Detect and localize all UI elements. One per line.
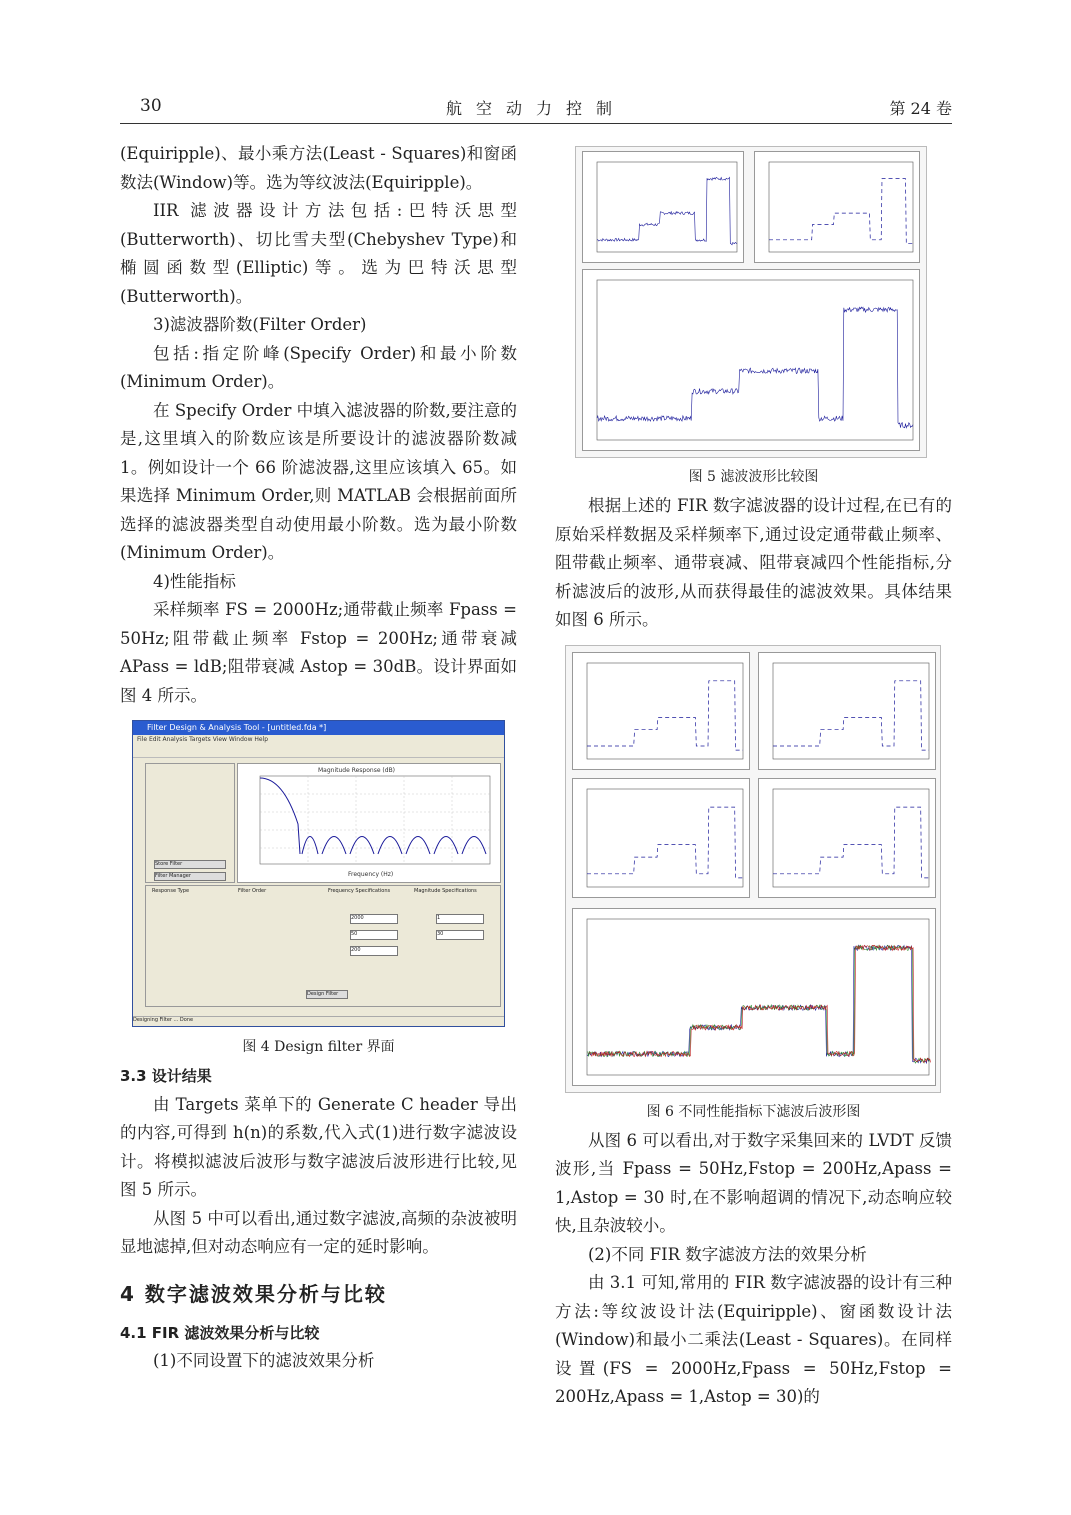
fig6-plot-4: [758, 778, 936, 898]
store-filter-button[interactable]: Store Filter: [154, 860, 226, 869]
fdatool-window: [132, 720, 505, 1027]
current-filter-pane: [145, 763, 235, 883]
paragraph: (1)不同设置下的滤波效果分析: [153, 1351, 375, 1370]
section-4: 4 数字滤波效果分析与比较: [120, 1281, 387, 1306]
paragraph: 采样频率 FS = 2000Hz;通带截止频率 Fpass = 50Hz;阻带截止频率 Fstop = 200Hz;通带衰减 APass = ldB;阻带衰减 Astop = 30dB。设计界面如图 4 所示。: [120, 600, 517, 705]
paragraph: 在 Specify Order 中填入滤波器的阶数,要注意的是,这里填入的阶数应该是所要设计的滤波器阶数减 1。例如设计一个 66 阶滤波器,这里应该填入 65。如果选择 Minimum Order,则 MATLAB 会根据前面所选择的滤波器类型自动使用最小阶数。选为最小阶数(Minimum Order)。: [120, 400, 517, 562]
figure-4-caption: 图 4 Design filter 界面: [242, 1039, 395, 1055]
fig6-plot-2: [758, 652, 936, 770]
journal-title: 航空动力控制: [445, 99, 626, 118]
magnitude-plot-pane: [237, 763, 501, 883]
mag-specs-label: Magnitude Specifications: [414, 888, 477, 894]
figure-5: [575, 146, 927, 458]
fig5-plot-top-left: [582, 151, 744, 263]
waveform-trace: [589, 945, 931, 1062]
header-rule: [120, 123, 952, 124]
magnitude-plot: [238, 764, 500, 882]
filter-manager-button[interactable]: Filter Manager: [154, 872, 226, 881]
magnitude-title: Magnitude Response (dB): [318, 767, 396, 774]
waveform-trace: [587, 807, 743, 878]
paragraph: 从图 5 中可以看出,通过数字滤波,高频的杂波被明显地滤掉,但对动态响应有一定的延时影响。: [120, 1208, 517, 1256]
menu-bar[interactable]: File Edit Analysis Targets View Window Help: [137, 736, 269, 743]
waveform-trace: [587, 945, 929, 1063]
page-number: 30: [140, 96, 162, 116]
paragraph: 由 3.1 可知,常用的 FIR 数字滤波器的设计有三种方法:等纹波设计法(Equiripple)、窗函数设计法(Window)和最小二乘法(Least - Squares)。在同样设置(FS = 2000Hz,Fpass = 50Hz,Fstop = 200Hz,Apass = 1,Astop = 30)的: [555, 1273, 952, 1406]
waveform-trace: [597, 177, 737, 245]
fig5-plot-top-right: [754, 151, 920, 263]
left-column: [120, 140, 517, 1376]
fstop-field[interactable]: 200: [350, 946, 398, 956]
paragraph: 包括:指定阶峰(Specify Order)和最小阶数(Minimum Order)。: [120, 343, 517, 391]
waveform-trace: [587, 680, 743, 749]
fig6-plot-1: [572, 652, 750, 770]
astop-field[interactable]: 30: [436, 930, 484, 940]
toolbar[interactable]: [133, 745, 504, 758]
right-column: [555, 146, 952, 1412]
waveform-trace: [773, 680, 929, 749]
paragraph: 根据上述的 FIR 数字滤波器的设计过程,在已有的原始采样数据及采样频率下,通过设定通带截止频率、阻带截止频率、通带衰减、阻带衰减四个性能指标,分析滤波后的波形,从而获得最佳的滤波效果。具体结果如图 6 所示。: [555, 496, 952, 629]
paragraph: 由 Targets 菜单下的 Generate C header 导出的内容,可得到 h(n)的系数,代入式(1)进行数字滤波设计。将模拟滤波后波形与数字滤波后波形进行比较,见图 5 所示。: [120, 1094, 517, 1199]
figure-5-caption: 图 5 滤波波形比较图: [688, 469, 819, 485]
freq-specs-label: Frequency Specifications: [328, 888, 391, 894]
fig5-plot-bottom: [582, 269, 920, 451]
waveform-trace: [773, 807, 929, 878]
figure-6-caption: 图 6 不同性能指标下滤波后波形图: [646, 1103, 861, 1120]
paragraph: IIR 滤波器设计方法包括:巴特沃思型(Butterworth)、切比雪夫型(Chebyshev Type)和椭圆函数型(Elliptic)等。选为巴特沃思型(Butterworth)。: [120, 201, 517, 306]
paragraph: (2)不同 FIR 数字滤波方法的效果分析: [588, 1244, 867, 1264]
figure-4: [120, 720, 517, 1028]
section-4-1: 4.1 FIR 滤波效果分析与比较: [120, 1323, 320, 1342]
status-bar: Designing Filter ... Done: [133, 1016, 504, 1026]
filter-order-label: Filter Order: [238, 888, 267, 894]
window-title: Filter Design & Analysis Tool - [untitled.fda *]: [133, 721, 504, 735]
fpass-field[interactable]: 50: [350, 930, 398, 940]
paragraph: (Equiripple)、最小乘方法(Least - Squares)和窗函数法(Window)等。选为等纹波法(Equiripple)。: [120, 144, 517, 192]
apass-field[interactable]: 1: [436, 914, 484, 924]
section-3-3: 3.3 设计结果: [120, 1067, 212, 1085]
response-type-label: Response Type: [152, 888, 190, 894]
fig6-plot-5: [572, 908, 936, 1086]
subheading: 3)滤波器阶数(Filter Order): [153, 315, 367, 334]
fig6-plot-3: [572, 778, 750, 898]
design-pane: [145, 885, 501, 1007]
fs-field[interactable]: 2000: [350, 914, 398, 924]
page-header: [120, 96, 952, 120]
volume-label: 第 24 卷: [889, 99, 952, 118]
paragraph: 从图 6 可以看出,对于数字采集回来的 LVDT 反馈波形,当 Fpass = 50Hz,Fstop = 200Hz,Apass = 1,Astop = 30 时,在不影响超调的情况下,动态响应较快,且杂波较小。: [555, 1130, 952, 1235]
x-axis-label: Frequency (Hz): [348, 871, 394, 878]
figure-6: [565, 645, 941, 1093]
design-filter-button[interactable]: Design Filter: [306, 990, 348, 999]
waveform-trace: [588, 945, 930, 1063]
subheading: 4)性能指标: [153, 571, 236, 591]
waveform-trace: [769, 179, 913, 244]
waveform-trace: [597, 307, 913, 428]
